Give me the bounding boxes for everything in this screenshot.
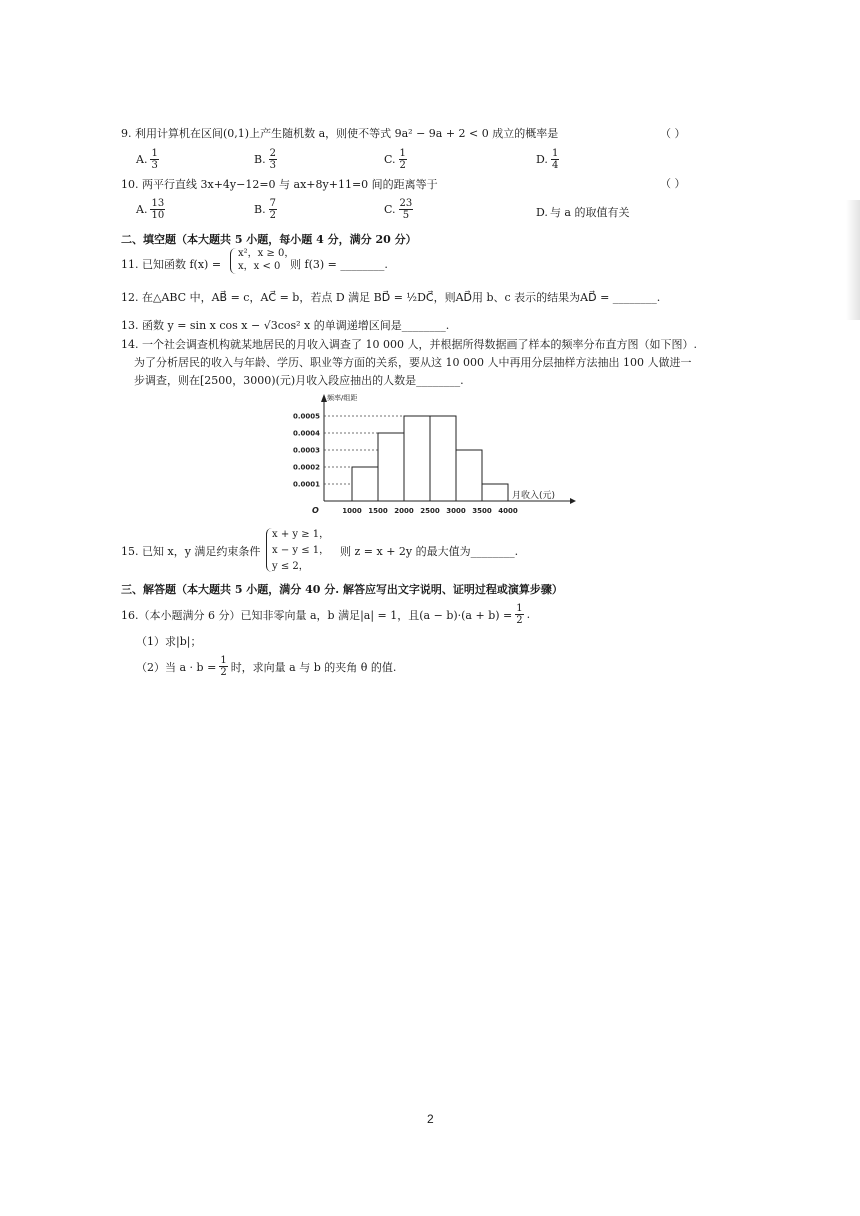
fraction [399,198,414,221]
question-9-answer-paren: （ ） [660,127,686,140]
fraction [269,198,277,221]
constraint-3: y ≤ 2， [272,561,309,572]
fraction-numerator: 13 [151,198,165,209]
fraction-numerator: 1 [220,655,227,666]
option-text: 与 a 的取值有关 [549,206,630,219]
y-tick-label: 0.0002 [292,463,320,472]
question-15-suffix: 则 z = x + 2y 的最大值为________. [340,545,519,558]
question-10-option-a [136,198,166,221]
fraction-denominator: 2 [269,210,276,221]
x-tick-label: 3500 [472,507,492,515]
scan-shadow [846,200,860,320]
fraction-numerator: 1 [151,148,158,159]
fraction-numerator: 1 [516,603,523,614]
section-3-heading: 三、解答题（本大题共 5 小题，满分 40 分. 解答应写出文字说明、证明过程或演算步骤） [121,583,563,596]
question-16-part-1: （1）求|b|； [136,635,202,648]
period: . [526,608,531,621]
x-tick-label: 3000 [446,507,466,515]
question-9-option-c [384,148,408,171]
y-tick-label: 0.0001 [292,480,320,489]
constraint-1: x + y ≥ 1， [272,529,330,540]
x-tick-label: 4000 [498,507,518,515]
option-label: A. [136,203,148,216]
question-10-option-b [254,198,278,221]
fraction-denominator: 2 [516,615,523,626]
question-14-line-1: 14. 一个社会调查机构就某地居民的月收入调查了 10 000 人，并根据所得数据画了样本的频率分布直方图（如下图）. [121,338,697,351]
case-2: x，x < 0 [238,261,281,272]
option-label: C. [384,203,396,216]
question-16-part-2 [136,655,396,678]
question-11-suffix: 则 f(3) = ________. [290,258,388,271]
x-axis-arrow [570,498,576,504]
question-11-cases [238,247,294,273]
section-2-heading: 二、填空题（本大题共 5 小题，每小题 4 分，满分 20 分） [121,233,417,246]
x-tick-label: 1500 [368,507,388,515]
histogram-bar [404,416,430,501]
question-14-line-3: 步调查，则在[2500，3000)(元)月收入段应抽出的人数是________. [134,374,464,387]
option-label: C. [384,153,396,166]
piecewise-brace [230,248,236,274]
y-tick-label: 0.0004 [292,429,320,438]
option-label: B. [254,203,266,216]
fraction [399,148,407,171]
option-label: B. [254,153,266,166]
question-16-stem-text: 16.（本小题满分 6 分）已知非零向量 a，b 满足|a| = 1，且(a − b)·(a + b) = [121,608,513,622]
fraction-denominator: 2 [399,160,406,171]
fraction [515,603,523,626]
fraction-denominator: 4 [551,160,559,171]
fraction [219,655,227,678]
histogram-bar [482,484,508,501]
option-label: D. [536,153,548,166]
fraction [150,198,165,221]
question-9-stem: 9. 利用计算机在区间(0,1)上产生随机数 a，则使不等式 9a² − 9a + 2 < 0 成立的概率是 [121,127,559,140]
histogram-bar [456,450,482,501]
fraction [269,148,277,171]
question-12-text: 12. 在△ABC 中，AB⃗ = c，AC⃗ = b，若点 D 满足 BD⃗ = ½DC⃗，则AD⃗用 b、c 表示的结果为AD⃗ = ________. [121,291,661,304]
question-9-option-b [254,148,278,171]
fraction-numerator: 1 [399,148,406,159]
question-10-option-c [384,198,414,221]
page-number: 2 [427,1112,434,1126]
question-13-text: 13. 函数 y = sin x cos x − √3cos² x 的单调递增区间是________. [121,319,450,332]
y-tick-label: 0.0005 [292,412,320,421]
part-2-text-a: （2）当 a · b = [136,660,217,674]
fraction [150,148,158,171]
question-10-stem: 10. 两平行直线 3x+4y−12=0 与 ax+8y+11=0 间的距离等于 [121,178,438,191]
fraction-numerator: 2 [269,148,276,159]
question-11-prefix: 11. 已知函数 f(x) = [121,258,222,271]
fraction-numerator: 7 [269,198,276,209]
histogram-bar [352,467,378,501]
fraction-denominator: 3 [151,160,158,171]
x-tick-label: 2000 [394,507,414,515]
x-tick-label: 1000 [342,507,362,515]
question-15-prefix: 15. 已知 x，y 满足约束条件 [121,545,261,558]
case-1: x²，x ≥ 0， [238,248,295,259]
histogram-bar [378,433,404,501]
constraint-2: x − y ≤ 1， [272,545,330,556]
part-2-text-b: 时，求向量 a 与 b 的夹角 θ 的值. [230,660,397,674]
x-axis-label: 月收入(元) [512,491,556,501]
fraction-numerator: 23 [399,198,413,209]
fraction-numerator: 1 [551,148,559,159]
origin-label: O [312,506,319,515]
income-histogram [280,388,580,520]
fraction-denominator: 10 [151,210,165,221]
fraction-denominator: 2 [220,667,227,678]
histogram-bar [430,416,456,501]
question-10-option-d [536,204,630,220]
question-16-stem [121,603,530,626]
option-label: A. [136,153,148,166]
option-label: D. [536,205,548,219]
x-tick-label: 2500 [420,507,440,515]
question-9-option-a [136,148,160,171]
y-axis-label: 频率/组距 [327,394,358,402]
y-tick-label: 0.0003 [292,446,320,455]
fraction [551,148,559,171]
question-10-answer-paren: （ ） [660,177,686,190]
fraction-denominator: 5 [402,210,410,221]
question-15-constraints [272,527,329,575]
question-9-option-d [536,148,560,171]
question-14-line-2: 为了分析居民的收入与年龄、学历、职业等方面的关系，要从这 10 000 人中再用分层抽样方法抽出 100 人做进一 [134,356,692,369]
fraction-denominator: 3 [269,160,276,171]
